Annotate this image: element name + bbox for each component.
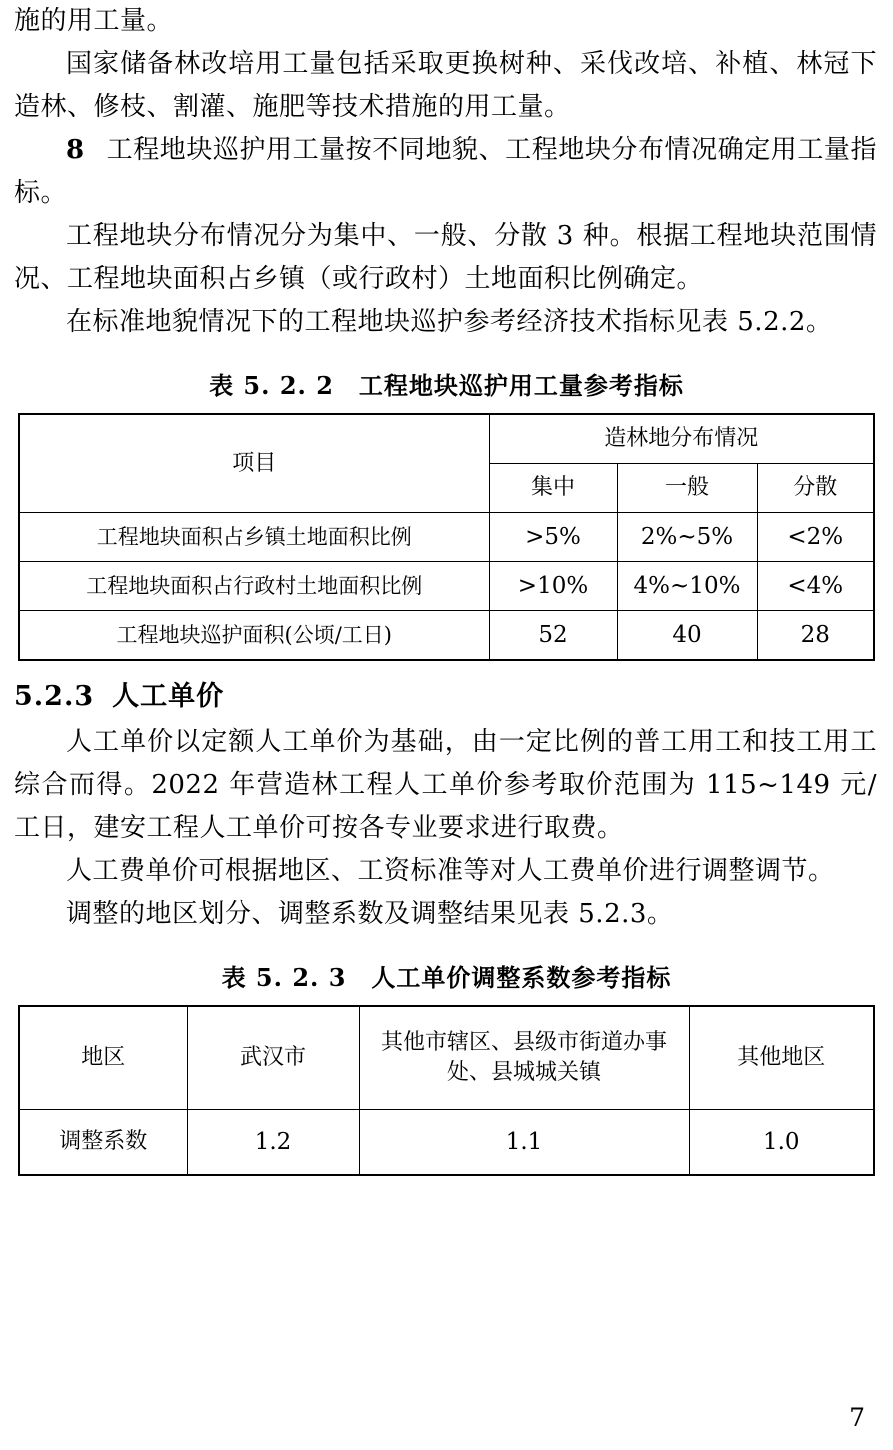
table-522-subheader-2: 一般 [617, 464, 757, 513]
paragraph-1: 施的用工量。 [14, 6, 174, 36]
table-row [19, 513, 874, 562]
table-522-row1-val2: 2%~5% [617, 513, 757, 562]
table-523-wrapper [0, 1005, 893, 1176]
page-number: 7 [849, 1403, 865, 1432]
table-522-subheader-1: 集中 [489, 464, 617, 513]
paragraph-3 [0, 129, 893, 215]
table-522-row3-val1: 52 [489, 611, 617, 661]
table-523-row1-val1: 1.2 [187, 1110, 359, 1176]
table-523-row1-label: 调整系数 [19, 1110, 187, 1176]
section-paragraph-2: 人工费单价可根据地区、工资标准等对人工费单价进行调整调节。 [66, 856, 835, 886]
table-522-row1-val1: >5% [489, 513, 617, 562]
paragraph-4: 工程地块分布情况分为集中、一般、分散 3 种。根据工程地块范围情况、工程地块面积占乡镇（或行政村）土地面积比例确定。 [14, 221, 877, 294]
table-522-subheader-3: 分散 [757, 464, 874, 513]
table-522-header-right: 造林地分布情况 [489, 414, 874, 464]
table-523-row1-val3: 1.0 [689, 1110, 874, 1176]
table-522-row1-label: 工程地块面积占乡镇土地面积比例 [19, 513, 489, 562]
paragraph-2: 国家储备林改培用工量包括采取更换树种、采伐改培、补植、林冠下造林、修枝、割灌、施肥等技术措施的用工量。 [14, 49, 877, 122]
table-522-wrapper [0, 413, 893, 661]
table-522-row3-val3: 28 [757, 611, 874, 661]
section-paragraph-3: 调整的地区划分、调整系数及调整结果见表 5.2.3。 [66, 899, 674, 929]
paragraph-5: 在标准地貌情况下的工程地块巡护参考经济技术指标见表 5.2.2。 [66, 307, 833, 337]
table-522-row2-val2: 4%~10% [617, 562, 757, 611]
section-heading-523 [14, 675, 893, 719]
table-522-caption: 表 5. 2. 2 工程地块巡护用工量参考指标 [209, 371, 684, 400]
section-title: 人工单价 [112, 681, 225, 712]
table-522-row2-val1: >10% [489, 562, 617, 611]
table-522-row3-label: 工程地块巡护面积(公顷/工日) [19, 611, 489, 661]
list-number: 8 [66, 135, 85, 165]
table-522-header-left: 项目 [19, 414, 489, 513]
table-522-row1-val3: <2% [757, 513, 874, 562]
paragraph-3-text: 工程地块巡护用工量按不同地貌、工程地块分布情况确定用工量指标。 [14, 135, 877, 208]
table-523-row1-val2: 1.1 [359, 1110, 689, 1176]
table-row [19, 1006, 874, 1110]
table-522-row2-label: 工程地块面积占行政村土地面积比例 [19, 562, 489, 611]
table-row [19, 414, 874, 464]
table-row [19, 611, 874, 661]
section-paragraph-1: 人工单价以定额人工单价为基础，由一定比例的普工用工和技工用工综合而得。2022 年营造林工程人工单价参考取价范围为 115~149 元/工日，建安工程人工单价可按各专业要求进行取费。 [14, 727, 877, 843]
table-522 [18, 413, 875, 661]
table-523-header-3: 其他市辖区、县级市街道办事处、县城城关镇 [359, 1006, 689, 1110]
table-523-header-2: 武汉市 [187, 1006, 359, 1110]
table-523-caption: 表 5. 2. 3 人工单价调整系数参考指标 [221, 963, 672, 992]
table-row [19, 1110, 874, 1176]
section-number: 5.2.3 [14, 681, 95, 712]
table-523 [18, 1005, 875, 1176]
table-row [19, 562, 874, 611]
table-523-header-4: 其他地区 [689, 1006, 874, 1110]
table-522-row3-val2: 40 [617, 611, 757, 661]
table-523-header-1: 地区 [19, 1006, 187, 1110]
table-522-row2-val3: <4% [757, 562, 874, 611]
